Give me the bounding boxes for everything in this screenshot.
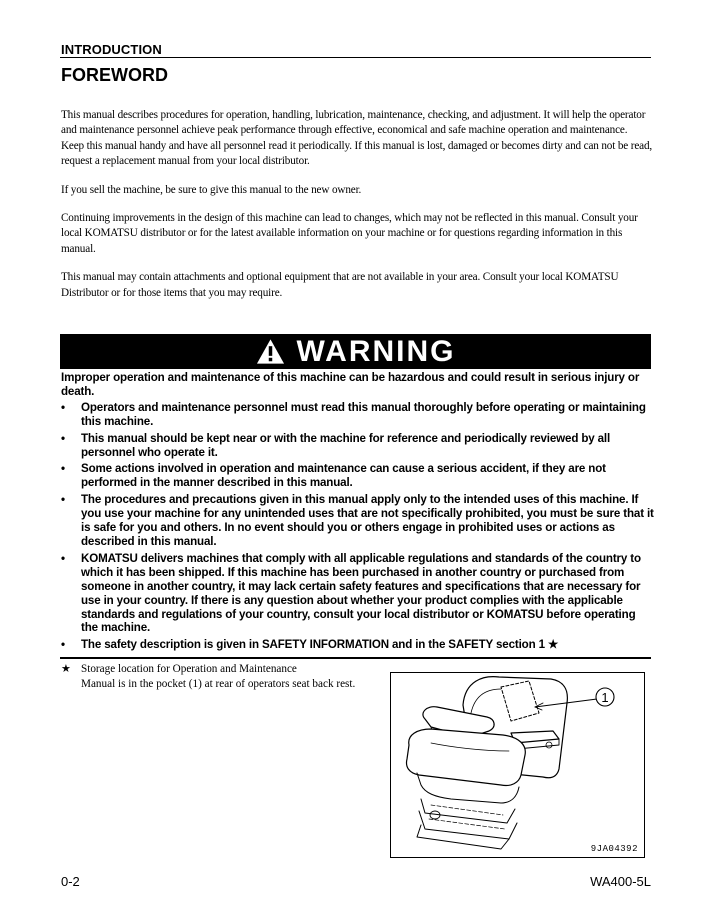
callout-number: 1 bbox=[601, 690, 609, 705]
foreword-text bbox=[61, 108, 653, 301]
storage-note-line-2: Manual is in the pocket (1) at rear of operators seat back rest. bbox=[81, 677, 356, 690]
intro-paragraph-2: Keep this manual handy and have all personnel read it periodically. If this manual is lost, damaged or becomes dirty and can not be read, request a replacement manual from your local distributor. bbox=[61, 139, 653, 168]
figure-code: 9JA04392 bbox=[590, 844, 638, 854]
seat-illustration bbox=[390, 672, 645, 858]
bullet-icon: • bbox=[61, 551, 65, 565]
model-name: WA400-5L bbox=[590, 874, 651, 889]
operator-seat-drawing bbox=[391, 673, 644, 857]
page-title: FOREWORD bbox=[61, 65, 168, 85]
warning-body bbox=[61, 371, 655, 655]
bullet-icon: • bbox=[61, 638, 65, 652]
bullet-icon: • bbox=[61, 400, 65, 414]
warning-item-6: • The safety description is given in SAFETY INFORMATION and in the SAFETY section 1 ★ bbox=[61, 638, 559, 652]
warning-end-divider bbox=[60, 657, 651, 659]
warning-list bbox=[61, 401, 655, 652]
bullet-icon: • bbox=[61, 493, 65, 507]
intro-paragraph-4: Continuing improvements in the design of this machine can lead to changes, which may not be reflected in this manual. Consult your local KOMATSU distributor or for the latest available information on your machine or for questions regarding information in this manual. bbox=[61, 212, 638, 255]
intro-paragraph-5: This manual may contain attachments and optional equipment that are not available in your area. Consult your local KOMATSU Distributor or for those items that you may require. bbox=[61, 271, 619, 299]
header-divider bbox=[60, 57, 651, 58]
warning-heading: WARNING bbox=[296, 334, 456, 368]
warning-banner bbox=[60, 334, 651, 369]
bullet-icon: • bbox=[61, 431, 65, 445]
storage-note bbox=[61, 662, 381, 691]
page-number: 0-2 bbox=[61, 874, 80, 889]
section-label: INTRODUCTION bbox=[61, 42, 162, 57]
bullet-icon: • bbox=[61, 462, 65, 476]
warning-item-5: • KOMATSU delivers machines that comply with all applicable regulations and standards of the country to which it has been shipped. If this machine has been purchased in another country or purchased from someone in another country, it may lack certain safety features and specifications that are necessary for use in your country. If there is any question about whether your product complies with the applicable standards and regulations of your country, consult your local distributor or KOMATSU before operating the machine. bbox=[61, 551, 641, 635]
storage-note-line-1: Storage location for Operation and Maintenance bbox=[81, 663, 297, 675]
warning-item-3: • Some actions involved in operation and maintenance can cause a serious accident, if they are not performed in the manner described in this manual. bbox=[61, 462, 606, 490]
warning-lead: Improper operation and maintenance of this machine can be hazardous and could result in serious injury or death. bbox=[61, 371, 640, 398]
star-icon: ★ bbox=[61, 663, 72, 675]
intro-paragraph-1: This manual describes procedures for operation, handling, lubrication, maintenance, checking, and adjustment. It will help the operator and maintenance personnel achieve peak performance through effective, economical and safe machine operation and maintenance. bbox=[61, 109, 646, 137]
warning-item-2: • This manual should be kept near or with the machine for reference and periodically reviewed by all personnel who operate it. bbox=[61, 431, 611, 459]
warning-item-4: • The procedures and precautions given in this manual apply only to the intended uses of this machine. If you use your machine for any unintended uses that are not specifically prohibited, you must be sure that it is safe for you and others. In no event should you or others engage in prohibited uses or actions as described in this manual. bbox=[61, 493, 654, 548]
warning-item-1: • Operators and maintenance personnel must read this manual thoroughly before operating or maintaining this machine. bbox=[61, 400, 646, 428]
intro-paragraph-3: If you sell the machine, be sure to give this manual to the new owner. bbox=[61, 183, 362, 196]
warning-triangle-icon bbox=[256, 338, 285, 365]
